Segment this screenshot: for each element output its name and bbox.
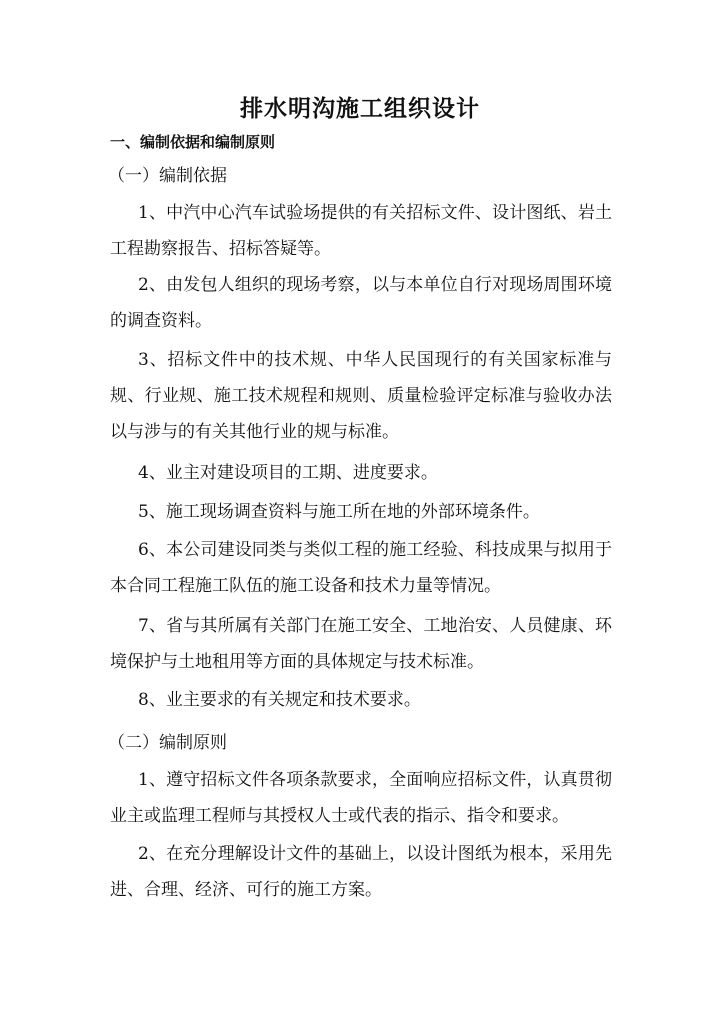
document-title: 排水明沟施工组织设计 xyxy=(240,95,480,122)
basis-item-6 xyxy=(110,532,612,604)
sub-heading-basis: （一）编制依据 xyxy=(108,166,227,186)
basis-item-6-text: 6、本公司建设同类与类似工程的施工经验、科技成果与拟用于本合同工程施工队伍的施工设备和技术力量等情况。 xyxy=(110,540,612,596)
principle-item-2-text: 2、在充分理解设计文件的基础上，以设计图纸为根本，采用先进、合理、经济、可行的施工方案。 xyxy=(110,844,612,900)
basis-item-7 xyxy=(110,608,612,680)
basis-item-3-text: 3、招标文件中的技术规、中华人民国现行的有关国家标准与规、行业规、施工技术规程和规则、质量检验评定标准与验收办法以与涉与的有关其他行业的规与标准。 xyxy=(110,350,612,442)
sub-heading-principles: （二）编制原则 xyxy=(108,733,227,753)
basis-item-4 xyxy=(110,455,612,491)
principle-item-1-text: 1、遵守招标文件各项条款要求，全面响应招标文件，认真贯彻业主或监理工程师与其授权人士或代表的指示、指令和要求。 xyxy=(110,770,612,826)
basis-item-4-text: 4、业主对建设项目的工期、进度要求。 xyxy=(138,463,438,483)
section-heading: 一、编制依据和编制原则 xyxy=(110,133,276,151)
basis-item-3 xyxy=(110,342,612,450)
basis-item-5-text: 5、施工现场调查资料与施工所在地的外部环境条件。 xyxy=(138,502,540,522)
basis-item-2-text: 2、由发包人组织的现场考察，以与本单位自行对现场周围环境的调查资料。 xyxy=(110,275,612,331)
basis-item-1-text: 1、中汽中心汽车试验场提供的有关招标文件、设计图纸、岩土工程勘察报告、招标答疑等。 xyxy=(110,203,612,259)
principle-item-1 xyxy=(110,762,612,834)
basis-item-7-text: 7、省与其所属有关部门在施工安全、工地治安、人员健康、环境保护与土地租用等方面的具体规定与技术标准。 xyxy=(110,616,612,672)
basis-item-8-text: 8、业主要求的有关规定和技术要求。 xyxy=(138,690,421,710)
basis-item-1 xyxy=(110,195,612,267)
basis-item-8 xyxy=(110,682,612,718)
principle-item-2 xyxy=(110,836,612,908)
basis-item-2 xyxy=(110,267,612,339)
basis-item-5 xyxy=(110,494,612,530)
